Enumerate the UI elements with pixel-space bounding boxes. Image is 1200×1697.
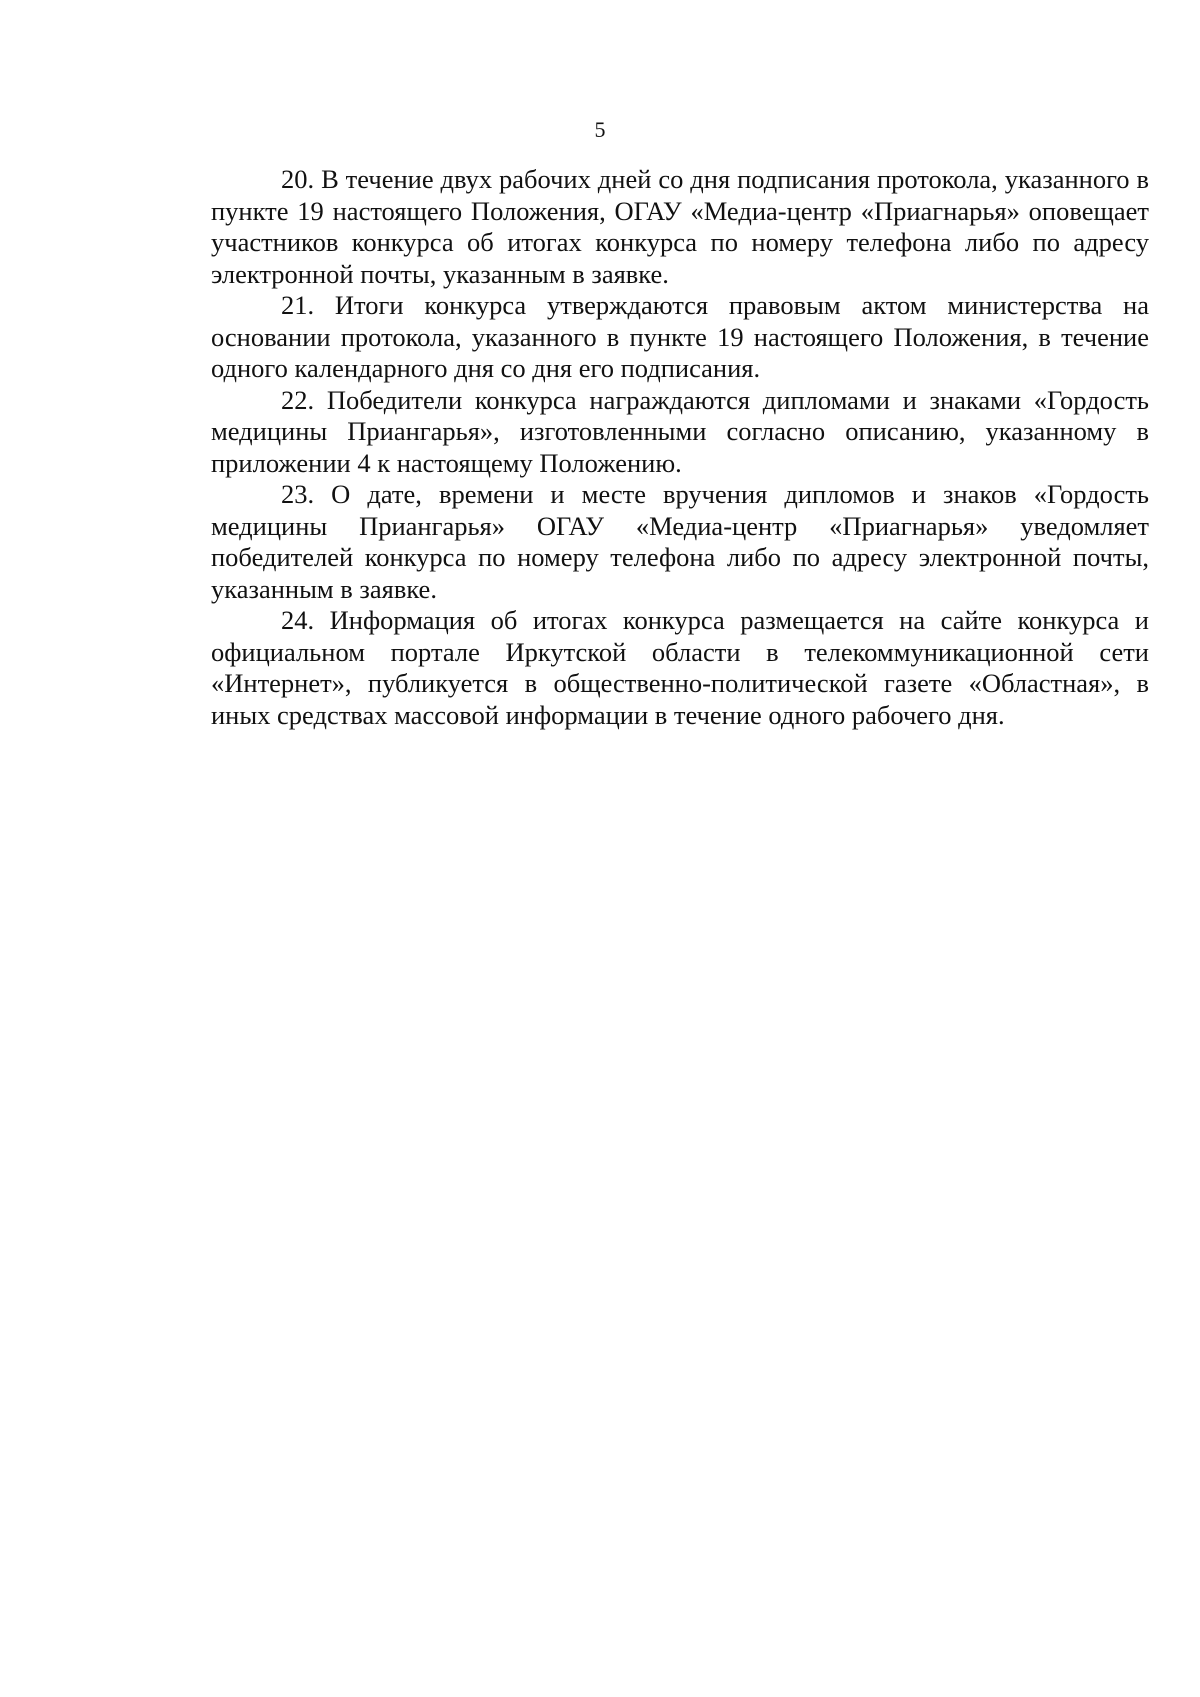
paragraph-21: 21. Итоги конкурса утверждаются правовым актом министерства на основании протокола, указанного в пункте 19 настоящего Положения, в течение одного календарного дня со дня его подписания. <box>211 290 1149 383</box>
paragraph-20: 20. В течение двух рабочих дней со дня подписания протокола, указанного в пункте 19 настоящего Положения, ОГАУ «Медиа-центр «Приагнарья» оповещает участников конкурса об итогах конкурса по номеру телефона либо по адресу электронной почты, указанным в заявке. <box>211 164 1149 289</box>
paragraph-22: 22. Победители конкурса награждаются дипломами и знаками «Гордость медицины Приангарья», изготовленными согласно описанию, указанному в приложении 4 к настоящему Положению. <box>211 384 1149 478</box>
paragraph-23: 23. О дате, времени и месте вручения дипломов и знаков «Гордость медицины Приангарья» ОГАУ «Медиа-центр «Приагнарья» уведомляет победителей конкурса по номеру телефона либо по адресу электронной почты, указанным в заявке. <box>211 479 1149 604</box>
paragraph-24: 24. Информация об итогах конкурса размещается на сайте конкурса и официальном портале Иркутской области в телекоммуникационной сети «Интернет», публикуется в общественно-политической газете «Областная», в иных средствах массовой информации в течение одного рабочего дня. <box>211 605 1149 730</box>
page-number: 5 <box>594 117 606 142</box>
document-body <box>211 164 1149 731</box>
